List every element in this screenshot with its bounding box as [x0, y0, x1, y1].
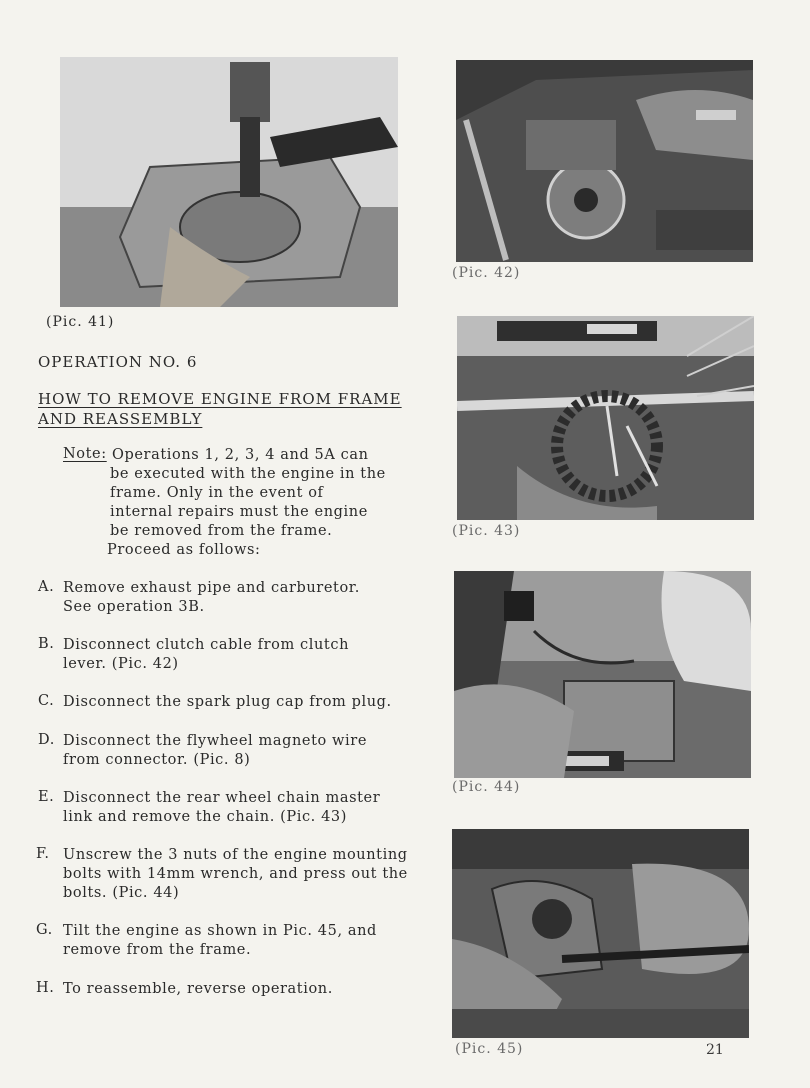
photo-pic-44 — [454, 571, 751, 778]
step-text-h: To reassemble, reverse operation. — [63, 981, 333, 997]
step-text-f: Unscrew the 3 nuts of the engine mounting bolts with 14mm wrench, and press out the bolts. (Pic. 44) — [63, 847, 408, 901]
operation-title: OPERATION NO. 6 — [38, 353, 198, 371]
photo-pic-45 — [452, 829, 749, 1038]
step-text-a: Remove exhaust pipe and carburetor. See operation 3B. — [63, 580, 360, 615]
step-letter-c: C. — [38, 693, 55, 709]
step-letter-d: D. — [38, 732, 55, 748]
note-line: be executed with the engine in the — [110, 466, 386, 482]
photo-pic-41 — [60, 57, 398, 307]
caption-pic-43: (Pic. 43) — [452, 523, 521, 539]
step-text-b: Disconnect clutch cable from clutch lever. (Pic. 42) — [63, 637, 350, 672]
step-letter-a: A. — [38, 579, 55, 595]
step-text-c: Disconnect the spark plug cap from plug. — [63, 694, 392, 710]
page-number: 21 — [706, 1042, 724, 1058]
note-label: Note: — [63, 446, 107, 462]
note-line: internal repairs must the engine — [110, 504, 368, 520]
caption-pic-41: (Pic. 41) — [46, 314, 115, 330]
section-heading-line-1: HOW TO REMOVE ENGINE FROM FRAME — [38, 390, 402, 408]
caption-pic-42: (Pic. 42) — [452, 265, 521, 281]
step-letter-b: B. — [38, 636, 55, 652]
step-text-e: Disconnect the rear wheel chain master link and remove the chain. (Pic. 43) — [63, 790, 381, 825]
note-line: Proceed as follows: — [107, 542, 261, 558]
note-body — [107, 465, 386, 560]
photo-pic-43 — [457, 316, 754, 520]
section-heading-line-2: AND REASSEMBLY — [38, 410, 203, 428]
note-line: frame. Only in the event of — [110, 485, 324, 501]
section-heading — [38, 389, 402, 429]
step-letter-f: F. — [36, 846, 50, 862]
step-letter-h: H. — [36, 980, 55, 996]
step-letter-g: G. — [36, 922, 53, 938]
caption-pic-44: (Pic. 44) — [452, 779, 521, 795]
photo-pic-42 — [456, 60, 753, 262]
step-text-d: Disconnect the flywheel magneto wire from connector. (Pic. 8) — [63, 733, 368, 768]
step-letter-e: E. — [38, 789, 55, 805]
step-text-g: Tilt the engine as shown in Pic. 45, and remove from the frame. — [63, 923, 377, 958]
note-line: be removed from the frame. — [110, 523, 333, 539]
note-first-line: Operations 1, 2, 3, 4 and 5A can — [112, 447, 369, 463]
caption-pic-45: (Pic. 45) — [455, 1041, 524, 1057]
